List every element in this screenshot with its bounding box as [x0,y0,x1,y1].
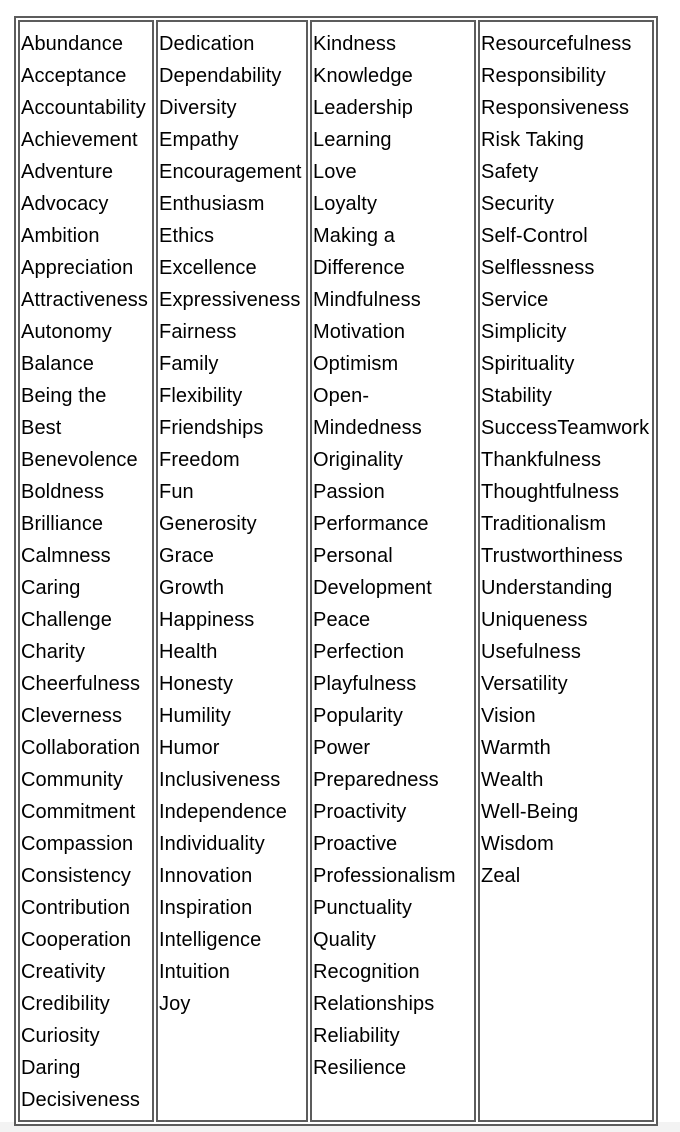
value-word: Caring [21,577,81,599]
value-word: Zeal [481,865,521,887]
value-word: Thoughtfulness [481,481,620,503]
value-word: Traditionalism [481,513,607,535]
value-word: Decisiveness [21,1089,141,1111]
value-word: Well-Being [481,801,579,823]
value-word: Consistency [21,865,132,887]
value-word: Uniqueness [481,609,588,631]
value-word: Creativity [21,961,106,983]
value-word: Achievement [21,129,138,151]
value-word: Autonomy [21,321,112,343]
values-table [14,16,658,1126]
value-word: Service [481,289,549,311]
value-word: Grace [159,545,214,567]
value-word: Mindfulness [313,289,421,311]
value-word: Calmness [21,545,111,567]
value-word: Being the [21,385,107,407]
value-word: Excellence [159,257,257,279]
value-word: Passion [313,481,385,503]
value-word: Open- [313,385,370,407]
value-word: Resourcefulness [481,33,632,55]
value-word: Selflessness [481,257,595,279]
value-word: Kindness [313,33,397,55]
value-word: Balance [21,353,94,375]
value-word: Commitment [21,801,136,823]
value-word: Warmth [481,737,551,759]
value-word: Relationships [313,993,435,1015]
value-word: Fairness [159,321,237,343]
value-word: Mindedness [313,417,422,439]
value-word: Cleverness [21,705,123,727]
values-column-2 [156,20,308,1122]
value-word: Compassion [21,833,134,855]
value-word: Peace [313,609,371,631]
value-word: Intuition [159,961,230,983]
value-word: Vision [481,705,536,727]
value-word: Cheerfulness [21,673,141,695]
table-row [18,20,654,1122]
value-word: Reliability [313,1025,400,1047]
value-word: Freedom [159,449,240,471]
value-word: Usefulness [481,641,581,663]
value-word: Benevolence [21,449,138,471]
value-word: Risk Taking [481,129,584,151]
value-word: Popularity [313,705,403,727]
value-word: Development [313,577,432,599]
value-word: Playfulness [313,673,417,695]
value-word: Perfection [313,641,405,663]
value-word: Proactive [313,833,398,855]
value-word: Knowledge [313,65,413,87]
value-word: Personal [313,545,393,567]
value-word: Ethics [159,225,215,247]
value-word: Self-Control [481,225,588,247]
value-word: Credibility [21,993,110,1015]
value-word: Originality [313,449,404,471]
value-word: Acceptance [21,65,127,87]
value-word: Health [159,641,218,663]
value-word: Difference [313,257,405,279]
value-word: Individuality [159,833,265,855]
value-word: Innovation [159,865,253,887]
value-word: Versatility [481,673,568,695]
value-word: Understanding [481,577,613,599]
value-word: Humor [159,737,220,759]
value-word: Attractiveness [21,289,149,311]
value-word: Thankfulness [481,449,602,471]
value-word: Performance [313,513,429,535]
value-word: Generosity [159,513,257,535]
values-column-1 [18,20,154,1122]
value-word: Expressiveness [159,289,301,311]
value-word: Spirituality [481,353,575,375]
value-word: Simplicity [481,321,567,343]
value-word: Inclusiveness [159,769,281,791]
value-word: Happiness [159,609,255,631]
values-column-3 [310,20,476,1122]
value-word: Adventure [21,161,114,183]
value-word: Leadership [313,97,413,119]
value-word: Daring [21,1057,81,1079]
value-word: Dependability [159,65,282,87]
value-word: Punctuality [313,897,412,919]
value-word: Power [313,737,371,759]
value-word: Loyalty [313,193,378,215]
value-word: Challenge [21,609,112,631]
value-word: Quality [313,929,376,951]
value-word: Flexibility [159,385,243,407]
value-word: Dedication [159,33,255,55]
value-word: Enthusiasm [159,193,265,215]
value-word: Best [21,417,62,439]
value-word: Accountability [21,97,146,119]
value-word: Charity [21,641,86,663]
value-word: Contribution [21,897,131,919]
value-word: Fun [159,481,194,503]
value-word: Responsiveness [481,97,630,119]
value-word: Stability [481,385,552,407]
value-word: Ambition [21,225,100,247]
value-word: Growth [159,577,225,599]
value-word: Independence [159,801,287,823]
value-word: Resilience [313,1057,407,1079]
value-word: Love [313,161,357,183]
value-word: SuccessTeamwork [481,417,650,439]
value-word: Motivation [313,321,406,343]
value-word: Recognition [313,961,420,983]
value-word: Cooperation [21,929,132,951]
value-word: Community [21,769,124,791]
value-word: Joy [159,993,191,1015]
value-word: Trustworthiness [481,545,623,567]
value-word: Appreciation [21,257,134,279]
value-word: Abundance [21,33,124,55]
value-word: Curiosity [21,1025,100,1047]
value-word: Professionalism [313,865,456,887]
value-word: Learning [313,129,392,151]
value-word: Preparedness [313,769,439,791]
value-word: Encouragement [159,161,302,183]
value-word: Responsibility [481,65,606,87]
value-word: Optimism [313,353,399,375]
value-word: Advocacy [21,193,109,215]
value-word: Security [481,193,555,215]
values-column-4 [478,20,654,1122]
value-word: Proactivity [313,801,407,823]
value-word: Wealth [481,769,544,791]
value-word: Brilliance [21,513,104,535]
value-word: Empathy [159,129,239,151]
value-word: Intelligence [159,929,262,951]
value-word: Wisdom [481,833,554,855]
value-word: Collaboration [21,737,141,759]
value-word: Humility [159,705,231,727]
value-word: Boldness [21,481,105,503]
value-word: Friendships [159,417,264,439]
value-word: Family [159,353,219,375]
value-word: Making a [313,225,395,247]
value-word: Diversity [159,97,237,119]
value-word: Honesty [159,673,234,695]
value-word: Inspiration [159,897,253,919]
value-word: Safety [481,161,539,183]
